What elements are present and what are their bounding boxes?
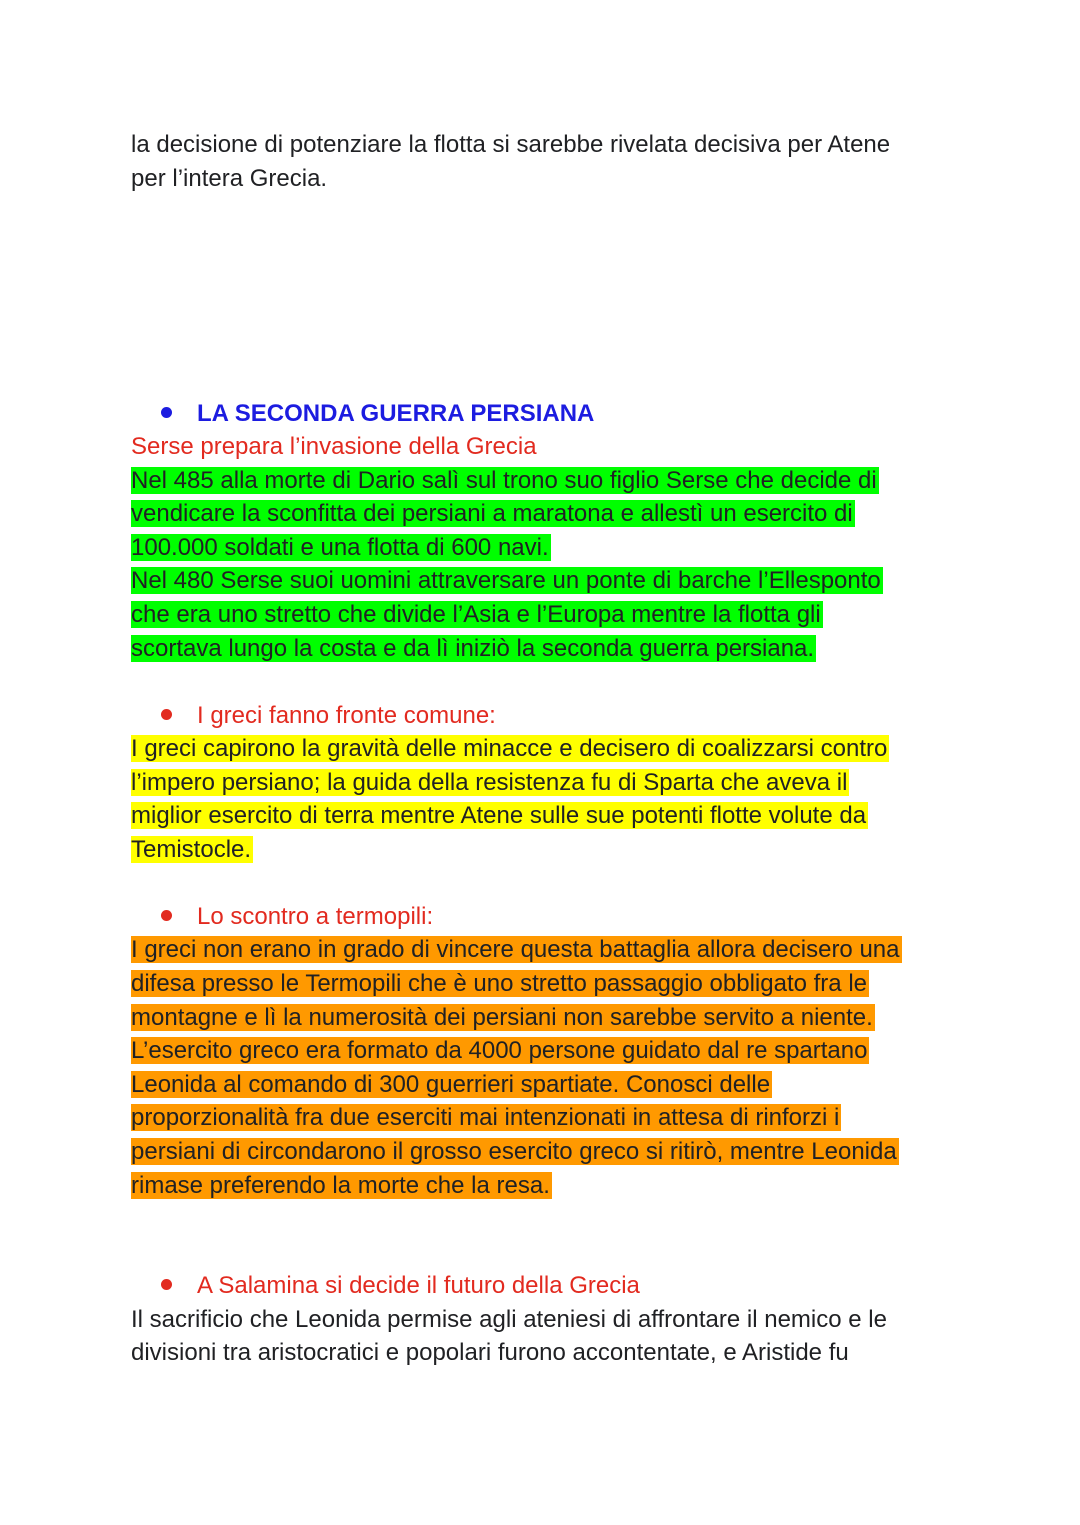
paragraph-line: rimase preferendo la morte che la resa. (131, 1172, 550, 1199)
paragraph-line: L’esercito greco era formato da 4000 persone guidato dal re spartano (131, 1037, 868, 1064)
paragraph-line: scortava lungo la costa e da lì iniziò la seconda guerra persiana. (131, 635, 815, 662)
paragraph-line: Nel 480 Serse suoi uomini attraversare un ponte di barche l’Ellesponto (131, 567, 881, 594)
paragraph-line: 100.000 soldati e una flotta di 600 navi. (131, 534, 549, 561)
section-heading-salamina: A Salamina si decide il futuro della Grecia (161, 1269, 640, 1303)
bullet-icon (161, 910, 172, 921)
paragraph-line: vendicare la sconfitta dei persiani a maratona e allestì un esercito di (131, 500, 853, 527)
paragraph-line: Leonida al comando di 300 guerrieri spartiate. Conosci delle (131, 1071, 771, 1098)
paragraph-line: divisioni tra aristocratici e popolari furono accontentate, e Aristide fu (131, 1339, 849, 1366)
bullet-icon (161, 709, 172, 720)
section-subheading-serse: Serse prepara l’invasione della Grecia (131, 433, 537, 460)
paragraph-line: montagne e lì la numerosità dei persiani non sarebbe servito a niente. (131, 1004, 873, 1031)
bullet-icon (161, 407, 172, 418)
section-heading-fronte-comune: I greci fanno fronte comune: (161, 699, 496, 733)
paragraph-line: proporzionalità fra due eserciti mai intenzionati in attesa di rinforzi i (131, 1104, 840, 1131)
paragraph-line: Nel 485 alla morte di Dario salì sul trono suo figlio Serse che decide di (131, 467, 877, 494)
paragraph-line: l’impero persiano; la guida della resistenza fu di Sparta che aveva il (131, 769, 848, 796)
paragraph-line: difesa presso le Termopili che è uno stretto passaggio obbligato fra le (131, 970, 867, 997)
section-heading-termopili: Lo scontro a termopili: (161, 900, 433, 934)
paragraph-line: Il sacrificio che Leonida permise agli ateniesi di affrontare il nemico e le (131, 1306, 887, 1333)
paragraph-line: I greci capirono la gravità delle minacce e decisero di coalizzarsi contro (131, 735, 888, 762)
paragraph-line: Temistocle. (131, 836, 252, 863)
paragraph-line: persiani di circondarono il grosso esercito greco si ritirò, mentre Leonida (131, 1138, 897, 1165)
section-heading-seconda-guerra: LA SECONDA GUERRA PERSIANA (161, 397, 594, 431)
intro-line-2: per l’intera Grecia. (131, 165, 328, 192)
paragraph-line: miglior esercito di terra mentre Atene sulle sue potenti flotte volute da (131, 802, 867, 829)
bullet-icon (161, 1279, 172, 1290)
intro-line-1: la decisione di potenziare la flotta si sarebbe rivelata decisiva per Atene (131, 131, 891, 158)
paragraph-line: che era uno stretto che divide l’Asia e l’Europa mentre la flotta gli (131, 601, 821, 628)
paragraph-line: I greci non erano in grado di vincere questa battaglia allora decisero una (131, 936, 900, 963)
